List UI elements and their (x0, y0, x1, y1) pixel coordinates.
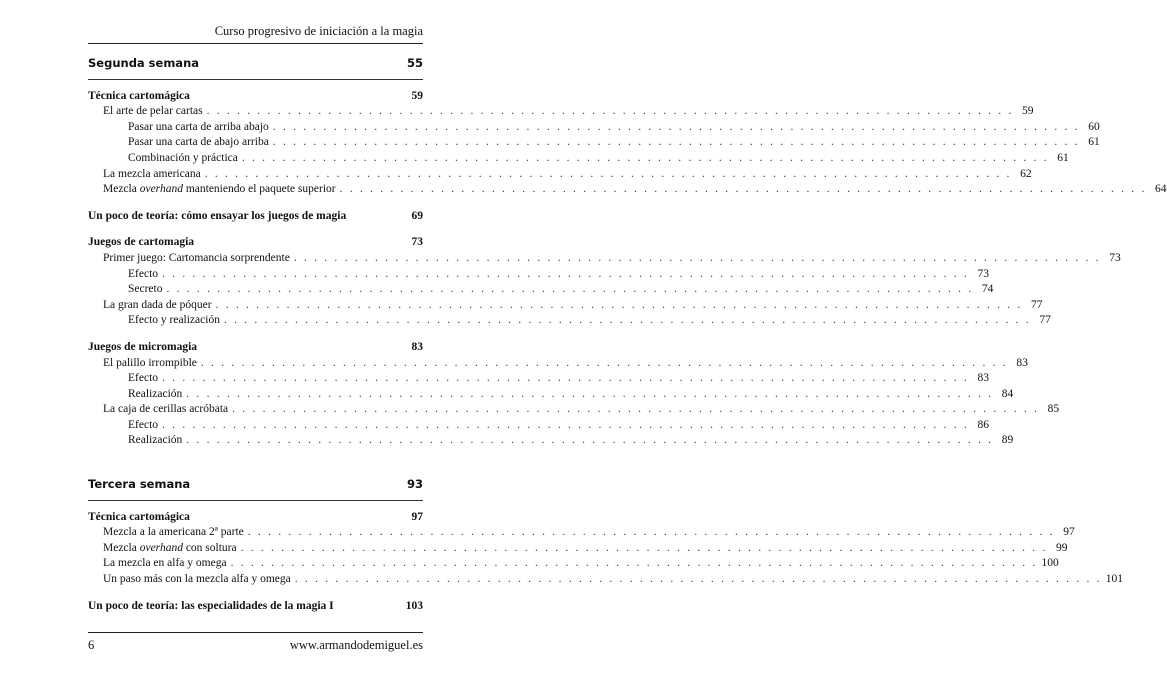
toc-leader-dots: . . . . . . . . . . . . . . . . . . . . . . . . . . . . . . . . . . . . . . . . . . . . . . . . . . . . . . . . . . . . . . . . . . . . . . . . . . . . . . . . (200, 356, 1008, 369)
section-rule (88, 79, 423, 80)
toc-page-number: 86 (977, 418, 989, 431)
toc-section[interactable] (88, 510, 423, 526)
toc-entry-title: Tercera semana (88, 477, 191, 492)
toc-entry-title: El arte de pelar cartas (103, 105, 203, 118)
footer-rule (88, 632, 423, 633)
toc-page-number: 73 (1109, 251, 1121, 264)
footer-website: www.armandodemiguel.es (289, 638, 423, 652)
toc-entry-title: Técnica cartomágica (88, 510, 190, 523)
toc-entry-title: Realización (128, 387, 183, 400)
toc-entry-title: Mezcla overhand manteniendo el paquete superior (103, 183, 336, 196)
toc-page-number: 100 (1041, 557, 1059, 570)
toc-subsection[interactable] (88, 104, 1034, 120)
toc-subsubsection[interactable] (88, 135, 1100, 151)
toc-subsubsection[interactable] (88, 120, 1100, 136)
toc-leader-dots: . . . . . . . . . . . . . . . . . . . . . . . . . . . . . . . . . . . . . . . . . . . . . . . . . . . . . . . . . . . . . . . . . . . . . . . . . . . . . . . . (230, 557, 1038, 570)
toc-entry-title: Pasar una carta de abajo arriba (128, 136, 269, 149)
running-header: Curso progresivo de iniciación a la magia (214, 24, 423, 38)
toc-entry-title: Un paso más con la mezcla alfa y omega (103, 573, 291, 586)
toc-section[interactable] (88, 209, 423, 225)
toc-leader-dots: . . . . . . . . . . . . . . . . . . . . . . . . . . . . . . . . . . . . . . . . . . . . . . . . . . . . . . . . . . . . . . . . . . . . . . . . . . . . . . . . (294, 573, 1102, 586)
toc-page-number: 55 (406, 56, 423, 70)
toc-leader-dots: . . . . . . . . . . . . . . . . . . . . . . . . . . . . . . . . . . . . . . . . . . . . . . . . . . . . . . . . . . . . . . . . . . . . . . . . . . . . . . . . (272, 120, 1080, 133)
toc-page-number: 61 (1057, 151, 1069, 164)
toc-page-number: 89 (1001, 434, 1014, 447)
toc-entry-title: Mezcla a la americana 2ª parte (103, 526, 244, 539)
section-rule (88, 500, 423, 501)
toc-subsection[interactable] (88, 167, 1032, 183)
toc-page-number: 85 (1047, 403, 1060, 416)
toc-subsubsection[interactable] (88, 371, 989, 387)
toc-entry-title: Efecto (128, 267, 159, 280)
toc-subsubsection[interactable] (88, 418, 989, 434)
toc-entry-title: Mezcla overhand con soltura (103, 541, 237, 554)
toc-entry-title: Un poco de teoría: las especialidades de la magia I (88, 599, 334, 612)
toc-page-number: 83 (1016, 356, 1028, 369)
toc-entry-title: El palillo irrompible (103, 356, 197, 369)
toc-leader-dots: . . . . . . . . . . . . . . . . . . . . . . . . . . . . . . . . . . . . . . . . . . . . . . . . . . . . . . . . . . . . . . . . . . . . . . . . . . . . . . . . (293, 251, 1101, 264)
toc-page-number: 103 (405, 599, 423, 612)
toc-page-number: 101 (1105, 573, 1123, 586)
toc-subsubsection[interactable] (88, 282, 994, 298)
toc-leader-dots: . . . . . . . . . . . . . . . . . . . . . . . . . . . . . . . . . . . . . . . . . . . . . . . . . . . . . . . . . . . . . . . . . . . . . . . . . . . . . . . . (162, 418, 969, 431)
toc-entry-title: Realización (128, 434, 183, 447)
toc-subsection[interactable] (88, 182, 1167, 198)
toc-page-number: 77 (1039, 314, 1051, 327)
toc-section[interactable] (88, 599, 423, 615)
toc-section[interactable] (88, 235, 423, 251)
toc-page-number: 77 (1031, 298, 1043, 311)
toc-page-number: 60 (1088, 120, 1100, 133)
toc-page-number: 59 (1022, 105, 1034, 118)
header-rule (88, 43, 423, 44)
toc-page-number: 64 (1155, 183, 1167, 196)
page-footer (88, 638, 423, 653)
toc-subsubsection[interactable] (88, 313, 1051, 329)
toc-entry-title: Un poco de teoría: cómo ensayar los juegos de magia (88, 209, 347, 222)
toc-entry-title: Efecto (128, 418, 159, 431)
toc-subsection[interactable] (88, 572, 1123, 588)
toc-page-number: 59 (411, 89, 423, 102)
toc-subsubsection[interactable] (88, 433, 1014, 449)
toc-leader-dots: . . . . . . . . . . . . . . . . . . . . . . . . . . . . . . . . . . . . . . . . . . . . . . . . . . . . . . . . . . . . . . . . . . . . . . . . . . . . . . . . (215, 298, 1023, 311)
toc-entry-title: Juegos de micromagia (88, 340, 198, 353)
toc-leader-dots: . . . . . . . . . . . . . . . . . . . . . . . . . . . . . . . . . . . . . . . . . . . . . . . . . . . . . . . . . . . . . . . . . . . . . . . . . . . . . . . . (162, 267, 969, 280)
toc-entry-title: Efecto (128, 372, 159, 385)
toc-subsubsection[interactable] (88, 387, 1014, 403)
toc-subsection[interactable] (88, 298, 1043, 314)
toc-subsubsection[interactable] (88, 267, 989, 283)
toc-leader-dots: . . . . . . . . . . . . . . . . . . . . . . . . . . . . . . . . . . . . . . . . . . . . . . . . . . . . . . . . . . . . . . . . . . . . . . . . . . . . . . . . (186, 387, 994, 400)
table-of-contents (88, 56, 1167, 614)
toc-page-number: 99 (1056, 541, 1068, 554)
toc-leader-dots: . . . . . . . . . . . . . . . . . . . . . . . . . . . . . . . . . . . . . . . . . . . . . . . . . . . . . . . . . . . . . . . . . . . . . . . . . . . . . . . . (162, 372, 969, 385)
toc-leader-dots: . . . . . . . . . . . . . . . . . . . . . . . . . . . . . . . . . . . . . . . . . . . . . . . . . . . . . . . . . . . . . . . . . . . . . . . . . . . . . . . . (166, 283, 974, 296)
toc-subsection[interactable] (88, 356, 1028, 372)
toc-leader-dots: . . . . . . . . . . . . . . . . . . . . . . . . . . . . . . . . . . . . . . . . . . . . . . . . . . . . . . . . . . . . . . . . . . . . . . . . . . . . . . . . (339, 183, 1147, 196)
toc-subsubsection[interactable] (88, 151, 1069, 167)
toc-page-number: 61 (1088, 136, 1100, 149)
toc-entry-title: La mezcla americana (103, 167, 201, 180)
toc-entry-title: Segunda semana (88, 56, 200, 70)
toc-entry-title: Primer juego: Cartomancia sorprendente (103, 251, 290, 264)
toc-page-number: 84 (1001, 387, 1014, 400)
toc-leader-dots: . . . . . . . . . . . . . . . . . . . . . . . . . . . . . . . . . . . . . . . . . . . . . . . . . . . . . . . . . . . . . . . . . . . . . . . . . . . . . . . . (240, 541, 1048, 554)
toc-entry-title: Efecto y realización (128, 314, 220, 327)
toc-entry-title: La gran dada de póquer (103, 298, 212, 311)
toc-page-number: 83 (411, 340, 423, 353)
toc-subsection[interactable] (88, 251, 1121, 267)
toc-subsection[interactable] (88, 541, 1068, 557)
toc-subsection[interactable] (88, 525, 1075, 541)
toc-page-number: 69 (411, 209, 423, 222)
toc-leader-dots: . . . . . . . . . . . . . . . . . . . . . . . . . . . . . . . . . . . . . . . . . . . . . . . . . . . . . . . . . . . . . . . . . . . . . . . . . . . . . . . . (223, 314, 1031, 327)
toc-entry-title: Técnica cartomágica (88, 89, 190, 102)
toc-leader-dots: . . . . . . . . . . . . . . . . . . . . . . . . . . . . . . . . . . . . . . . . . . . . . . . . . . . . . . . . . . . . . . . . . . . . . . . . . . . . . . . . (247, 526, 1055, 539)
toc-page-number: 62 (1020, 167, 1032, 180)
toc-entry-title: Combinación y práctica (128, 151, 238, 164)
toc-entry-title: La mezcla en alfa y omega (103, 557, 227, 570)
toc-leader-dots: . . . . . . . . . . . . . . . . . . . . . . . . . . . . . . . . . . . . . . . . . . . . . . . . . . . . . . . . . . . . . . . . . . . . . . . . . . . . . . . . (232, 403, 1040, 416)
toc-page-number: 73 (977, 267, 989, 280)
toc-entry-title: Pasar una carta de arriba abajo (128, 120, 269, 133)
toc-page-number: 73 (411, 236, 423, 249)
toc-leader-dots: . . . . . . . . . . . . . . . . . . . . . . . . . . . . . . . . . . . . . . . . . . . . . . . . . . . . . . . . . . . . . . . . . . . . . . . . . . . . . . . . (204, 167, 1012, 180)
toc-leader-dots: . . . . . . . . . . . . . . . . . . . . . . . . . . . . . . . . . . . . . . . . . . . . . . . . . . . . . . . . . . . . . . . . . . . . . . . . . . . . . . . . (241, 151, 1049, 164)
toc-leader-dots: . . . . . . . . . . . . . . . . . . . . . . . . . . . . . . . . . . . . . . . . . . . . . . . . . . . . . . . . . . . . . . . . . . . . . . . . . . . . . . . . (186, 434, 994, 447)
toc-page-number: 97 (1063, 526, 1075, 539)
toc-entry-title: La caja de cerillas acróbata (103, 403, 229, 416)
toc-subsection[interactable] (88, 402, 1060, 418)
toc-leader-dots: . . . . . . . . . . . . . . . . . . . . . . . . . . . . . . . . . . . . . . . . . . . . . . . . . . . . . . . . . . . . . . . . . . . . . . . . . . . . . . . . (272, 136, 1080, 149)
toc-page-number: 74 (981, 283, 994, 296)
toc-subsection[interactable] (88, 556, 1059, 572)
toc-page-number: 83 (977, 372, 989, 385)
toc-section[interactable] (88, 340, 423, 356)
toc-section[interactable] (88, 89, 423, 105)
toc-chapter[interactable] (88, 56, 423, 72)
page-number: 6 (88, 638, 95, 652)
toc-entry-title: Juegos de cartomagia (88, 236, 195, 249)
toc-page-number: 97 (411, 510, 423, 523)
toc-entry-title: Secreto (128, 283, 163, 296)
toc-page-number: 93 (406, 477, 423, 492)
toc-leader-dots: . . . . . . . . . . . . . . . . . . . . . . . . . . . . . . . . . . . . . . . . . . . . . . . . . . . . . . . . . . . . . . . . . . . . . . . . . . . . . . . . (206, 105, 1014, 118)
toc-chapter[interactable] (88, 477, 423, 493)
